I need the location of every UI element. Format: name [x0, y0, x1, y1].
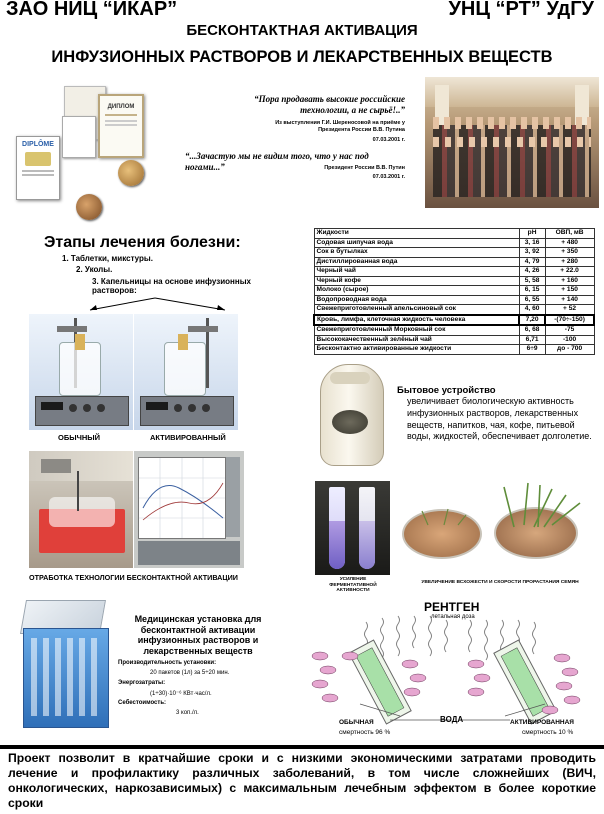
cell-ph: 4, 26 — [519, 267, 545, 277]
cell-ph: 6÷9 — [519, 345, 545, 355]
energy-label: Энергозатраты: — [118, 680, 166, 686]
photo-lab-setup — [29, 451, 133, 568]
table-row — [314, 325, 594, 335]
stage-3: 3. Капельницы на основе инфузионных растворов: — [92, 277, 251, 295]
title-line2: ИНФУЗИОННЫХ РАСТВОРОВ И ЛЕКАРСТВЕННЫХ ВЕЩЕСТВ — [51, 48, 553, 66]
footer — [0, 745, 604, 814]
photo-enzyme-tubes — [315, 481, 390, 575]
photo-oscilloscope — [134, 451, 244, 568]
cell-liquid: Водопроводная вода — [314, 295, 519, 305]
cell-orp: + 150 — [545, 286, 594, 296]
table-row — [314, 267, 594, 277]
cell-liquid: Свежеприготовленный Морковный сок — [314, 325, 519, 335]
stage-2: 2. Уколы. — [76, 265, 113, 274]
table-row — [314, 315, 594, 326]
xray-title: РЕНТГЕН — [424, 600, 480, 614]
cell-liquid: Черный чай — [314, 267, 519, 277]
cell-liquid: Дистиллированная вода — [314, 257, 519, 267]
label-seeds: УВЕЛИЧЕНИЕ ВСХОЖЕСТИ И СКОРОСТИ ПРОРАСТАНИЯ СЕМЯН — [421, 580, 579, 585]
table-header-row — [314, 229, 594, 239]
cell-orp: + 280 — [545, 257, 594, 267]
cell-orp: + 52 — [545, 305, 594, 315]
cell-ph: 6, 15 — [519, 286, 545, 296]
cell-orp: до - 700 — [545, 345, 594, 355]
quote-1-source: Из выступления Г.И. Шереносовой на приёме у Президента России В.В. Путина — [275, 120, 405, 133]
stage-1: 1. Таблетки, микстуры. — [62, 254, 153, 263]
table-row — [314, 345, 594, 355]
cell-ph: 6,71 — [519, 335, 545, 345]
right-org: УНЦ “РТ” УдГУ — [448, 0, 594, 20]
quote-1: “Пора продавать высокие российские технологии, а не сырьё!..” — [254, 94, 405, 115]
diplome-certificate — [16, 136, 60, 200]
xray-left-label: ОБЫЧНАЯ — [339, 719, 374, 726]
photo-seeds — [398, 481, 595, 575]
cell-orp: + 140 — [545, 295, 594, 305]
xray-left-mortality: смертность 96 % — [339, 729, 391, 736]
cell-ph: 6, 55 — [519, 295, 545, 305]
diplome-label: DIPLÔME — [22, 141, 54, 148]
diploma-certificate — [98, 94, 144, 158]
cell-orp: -75 — [545, 325, 594, 335]
table-row — [314, 295, 594, 305]
cost-label: Себестоимость: — [118, 700, 167, 706]
cell-ph: 3, 92 — [519, 248, 545, 258]
quote-1-date: 07.03.2001 г. — [372, 137, 405, 143]
table-row — [314, 248, 594, 258]
cell-ph: 6, 68 — [519, 325, 545, 335]
cell-orp: + 22.0 — [545, 267, 594, 277]
footer-rule — [0, 745, 604, 749]
ph-orp-table — [313, 228, 595, 355]
cell-orp: + 160 — [545, 276, 594, 286]
quote-2: “...Зачастую мы не видим того, что у нас под ногами...” — [185, 151, 369, 172]
xray-right-label: АКТИВИРОВАННАЯ — [510, 719, 574, 726]
table-row — [314, 257, 594, 267]
cell-ph: 5, 58 — [519, 276, 545, 286]
photo-ordinary-drip — [29, 314, 133, 430]
label-ordinary: ОБЫЧНЫЙ — [58, 433, 100, 442]
cell-liquid: Сок в бутылках — [314, 248, 519, 258]
group-photo — [425, 77, 599, 208]
diplomas-collage — [14, 84, 164, 224]
table-row — [314, 335, 594, 345]
stage-arrows — [60, 294, 250, 316]
header-orp: ОВП, мВ — [545, 229, 594, 239]
xray-subtitle: летальная доза — [431, 614, 475, 620]
medal-bronze — [76, 194, 102, 220]
cell-liquid: Бесконтактно активированные жидкости — [314, 345, 519, 355]
medal-gold — [118, 160, 144, 186]
cell-liquid: Молоко (сырое) — [314, 286, 519, 296]
footer-text: Проект позволит в кратчайшие сроки и с низкими экономическими затратами проводить лечение и профилактику различных заболеваний, в том числе сложнейших (ВИЧ, онкологических, наркозависимых) с максимальным лечебным эффектом в более короткие сроки — [8, 751, 596, 810]
cell-liquid: Кровь, лимфа, клеточная жидкость человека — [314, 315, 519, 326]
cell-ph: 4, 60 — [519, 305, 545, 315]
cost-value: 3 коп./л. — [176, 710, 199, 716]
cell-ph: 3, 16 — [519, 238, 545, 248]
stages-title: Этапы лечения болезни: — [44, 234, 241, 251]
table-row — [314, 305, 594, 315]
label-technology: ОТРАБОТКА ТЕХНОЛОГИИ БЕСКОНТАКТНОЙ АКТИВАЦИИ — [29, 573, 238, 582]
cell-orp: + 480 — [545, 238, 594, 248]
table-row — [314, 238, 594, 248]
quote-2-date: 07.03.2001 г. — [372, 174, 405, 180]
header-ph: pH — [519, 229, 545, 239]
cell-orp: -(70÷-150) — [545, 315, 594, 326]
photo-installation — [17, 594, 115, 732]
perf-label: Производительность установки: — [118, 660, 217, 666]
cell-liquid: Черный кофе — [314, 276, 519, 286]
cell-liquid: Содовая шипучая вода — [314, 238, 519, 248]
cell-orp: -100 — [545, 335, 594, 345]
diploma-label: ДИПЛОМ — [107, 104, 135, 110]
label-enzyme: УСИЛЕНИЕ ФЕРМЕНТАТИВНОЙ АКТИВНОСТИ — [329, 577, 377, 593]
device-text: увеличивает биологическую активность инфузионных растворов, лекарственных веществ, напитков, чая, кофе, питьевой воды, жидкостей, обеспечивает долголетие. — [407, 396, 592, 442]
left-org: ЗАО НИЦ “ИКАР” — [6, 0, 178, 20]
header-liquid: Жидкости — [314, 229, 519, 239]
cell-orp: + 350 — [545, 248, 594, 258]
photo-home-device — [314, 358, 396, 470]
quote-2-source: Президент России В.В. Путин — [324, 165, 405, 171]
photo-activated-drip — [134, 314, 238, 430]
cell-liquid: Свежеприготовленный апельсиновый сок — [314, 305, 519, 315]
xray-water: ВОДА — [440, 715, 464, 724]
installation-title: Медицинская установка для бесконтактной активации инфузионных растворов и лекарственных веществ — [134, 614, 262, 656]
diploma-small — [62, 116, 96, 158]
table-row — [314, 276, 594, 286]
table-row — [314, 286, 594, 296]
title-line1: БЕСКОНТАКТНАЯ АКТИВАЦИЯ — [186, 22, 418, 39]
device-title: Бытовое устройство — [397, 385, 496, 396]
perf-value: 20 пакетов (1л) за 5÷20 мин. — [150, 670, 230, 676]
cell-liquid: Высококачественный зелёный чай — [314, 335, 519, 345]
label-activated: АКТИВИРОВАННЫЙ — [150, 433, 226, 442]
cell-ph: 7,20 — [519, 315, 545, 326]
energy-value: (1÷30)·10⁻⁶ КВт·час/л. — [150, 691, 212, 697]
xray-right-mortality: смертность 10 % — [522, 729, 574, 736]
cell-ph: 4, 79 — [519, 257, 545, 267]
